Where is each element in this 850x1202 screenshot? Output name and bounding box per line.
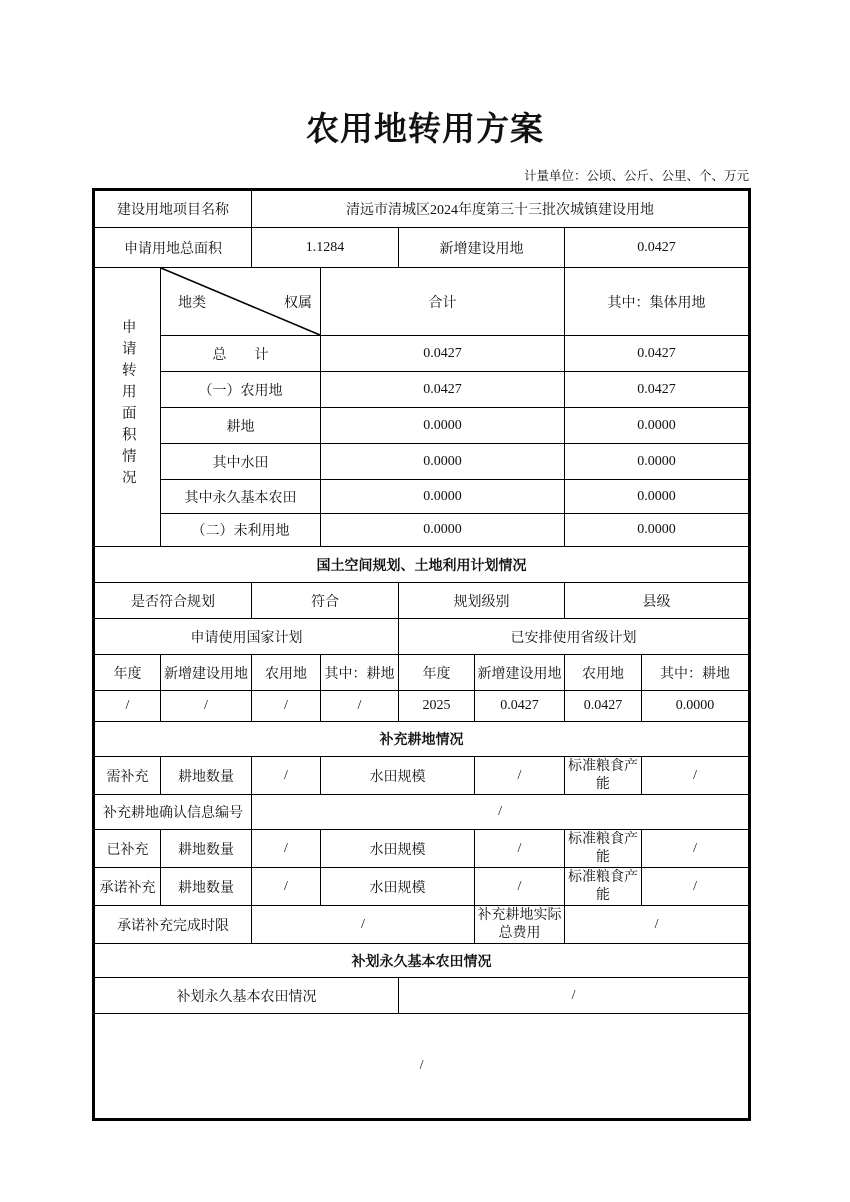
conversion-row-label: 其中水田 <box>161 444 321 480</box>
conversion-row-label: 总 计 <box>161 336 321 372</box>
conversion-row-total: 0.0000 <box>321 444 565 480</box>
row-supplement-promised <box>94 868 750 906</box>
capacity-value: / <box>642 868 750 906</box>
row-supplement-header <box>94 722 750 757</box>
page-title: 农用地转用方案 <box>306 112 544 148</box>
conversion-side-label <box>94 268 161 547</box>
qty-label: 耕地数量 <box>161 868 252 906</box>
compliance-label: 是否符合规划 <box>94 583 252 619</box>
deadline-label: 承诺补充完成时限 <box>94 906 252 944</box>
paddy-value: / <box>475 830 565 868</box>
conversion-row-collective: 0.0000 <box>565 408 750 444</box>
table-row <box>94 514 750 547</box>
conversion-row-collective: 0.0427 <box>565 372 750 408</box>
row-supplement-needed <box>94 757 750 795</box>
paddy-value: / <box>475 757 565 795</box>
project-name-label: 建设用地项目名称 <box>94 190 252 228</box>
qty-value: / <box>252 868 321 906</box>
row-basic-farmland <box>94 978 750 1014</box>
table-row <box>94 372 750 408</box>
row-total-area <box>94 228 750 268</box>
col-header-collective: 其中：集体用地 <box>565 268 750 336</box>
conversion-row-label: 其中永久基本农田 <box>161 480 321 514</box>
conversion-row-collective: 0.0000 <box>565 480 750 514</box>
conversion-row-label: 耕地 <box>161 408 321 444</box>
paddy-value: / <box>475 868 565 906</box>
diagonal-header-cell <box>161 268 321 336</box>
plan-level-value: 县级 <box>565 583 750 619</box>
conversion-row-total: 0.0000 <box>321 514 565 547</box>
plan-value: 0.0427 <box>565 691 642 722</box>
row-confirm-number <box>94 795 750 830</box>
paddy-label: 水田规模 <box>321 757 475 795</box>
plan-col-header: 年度 <box>94 655 161 691</box>
plan-value: / <box>252 691 321 722</box>
capacity-value: / <box>642 757 750 795</box>
plan-value: / <box>321 691 399 722</box>
table-row <box>94 480 750 514</box>
qty-label: 耕地数量 <box>161 830 252 868</box>
basic-farmland-section-title: 补划永久基本农田情况 <box>94 944 750 978</box>
row-deadline-cost <box>94 906 750 944</box>
supplement-category: 已补充 <box>94 830 161 868</box>
supplement-section-title: 补充耕地情况 <box>94 722 750 757</box>
row-plan-values <box>94 691 750 722</box>
conversion-row-total: 0.0000 <box>321 408 565 444</box>
plan-col-header: 农用地 <box>252 655 321 691</box>
project-name-value: 清远市清城区2024年度第三十三批次城镇建设用地 <box>252 190 750 228</box>
capacity-value: / <box>642 830 750 868</box>
col-header-total: 合计 <box>321 268 565 336</box>
row-remark <box>94 1014 750 1120</box>
capacity-label: 标准粮食产能 <box>565 757 642 795</box>
form-table <box>92 188 751 1121</box>
remark-value: / <box>94 1014 750 1120</box>
row-supplement-done <box>94 830 750 868</box>
total-area-label: 申请用地总面积 <box>94 228 252 268</box>
conversion-row-collective: 0.0000 <box>565 514 750 547</box>
plan-col-header: 其中：耕地 <box>642 655 750 691</box>
plan-col-header: 农用地 <box>565 655 642 691</box>
table-row <box>94 444 750 480</box>
row-project-name <box>94 190 750 228</box>
paddy-label: 水田规模 <box>321 830 475 868</box>
plan-value: / <box>161 691 252 722</box>
table-row <box>94 408 750 444</box>
conversion-row-total: 0.0427 <box>321 336 565 372</box>
conversion-row-collective: 0.0427 <box>565 336 750 372</box>
paddy-label: 水田规模 <box>321 868 475 906</box>
diag-label-ownership: 权属 <box>284 295 312 311</box>
plan-value: 2025 <box>399 691 475 722</box>
plan-level-label: 规划级别 <box>399 583 565 619</box>
row-conversion-header <box>94 268 750 336</box>
supplement-category: 需补充 <box>94 757 161 795</box>
cost-label: 补充耕地实际总费用 <box>475 906 565 944</box>
diag-label-land-type: 地类 <box>178 295 206 311</box>
plan-col-header: 其中：耕地 <box>321 655 399 691</box>
provincial-plan-label: 已安排使用省级计划 <box>399 619 750 655</box>
basic-farmland-value: / <box>399 978 750 1014</box>
plan-col-header: 新增建设用地 <box>161 655 252 691</box>
row-planning-header <box>94 547 750 583</box>
qty-value: / <box>252 830 321 868</box>
cost-value: / <box>565 906 750 944</box>
basic-farmland-label: 补划永久基本农田情况 <box>94 978 399 1014</box>
conversion-row-label: （一）农用地 <box>161 372 321 408</box>
confirm-value: / <box>252 795 750 830</box>
conversion-row-label: （二）未利用地 <box>161 514 321 547</box>
capacity-label: 标准粮食产能 <box>565 868 642 906</box>
total-area-value: 1.1284 <box>252 228 399 268</box>
new-construction-label: 新增建设用地 <box>399 228 565 268</box>
plan-value: / <box>94 691 161 722</box>
compliance-value: 符合 <box>252 583 399 619</box>
row-plan-col-headers <box>94 655 750 691</box>
qty-label: 耕地数量 <box>161 757 252 795</box>
qty-value: / <box>252 757 321 795</box>
supplement-category: 承诺补充 <box>94 868 161 906</box>
national-plan-label: 申请使用国家计划 <box>94 619 399 655</box>
row-plan-groups <box>94 619 750 655</box>
row-compliance <box>94 583 750 619</box>
conversion-row-total: 0.0000 <box>321 480 565 514</box>
deadline-value: / <box>252 906 475 944</box>
conversion-side-label-text: 申请转用面积情况 <box>119 318 136 491</box>
capacity-label: 标准粮食产能 <box>565 830 642 868</box>
plan-value: 0.0427 <box>475 691 565 722</box>
table-row <box>94 336 750 372</box>
plan-col-header: 年度 <box>399 655 475 691</box>
new-construction-value: 0.0427 <box>565 228 750 268</box>
confirm-label: 补充耕地确认信息编号 <box>94 795 252 830</box>
unit-note: 计量单位：公顷、公斤、公里、个、万元 <box>523 169 749 183</box>
conversion-row-total: 0.0427 <box>321 372 565 408</box>
row-basic-farmland-header <box>94 944 750 978</box>
plan-value: 0.0000 <box>642 691 750 722</box>
plan-col-header: 新增建设用地 <box>475 655 565 691</box>
planning-section-title: 国土空间规划、土地利用计划情况 <box>94 547 750 583</box>
conversion-row-collective: 0.0000 <box>565 444 750 480</box>
